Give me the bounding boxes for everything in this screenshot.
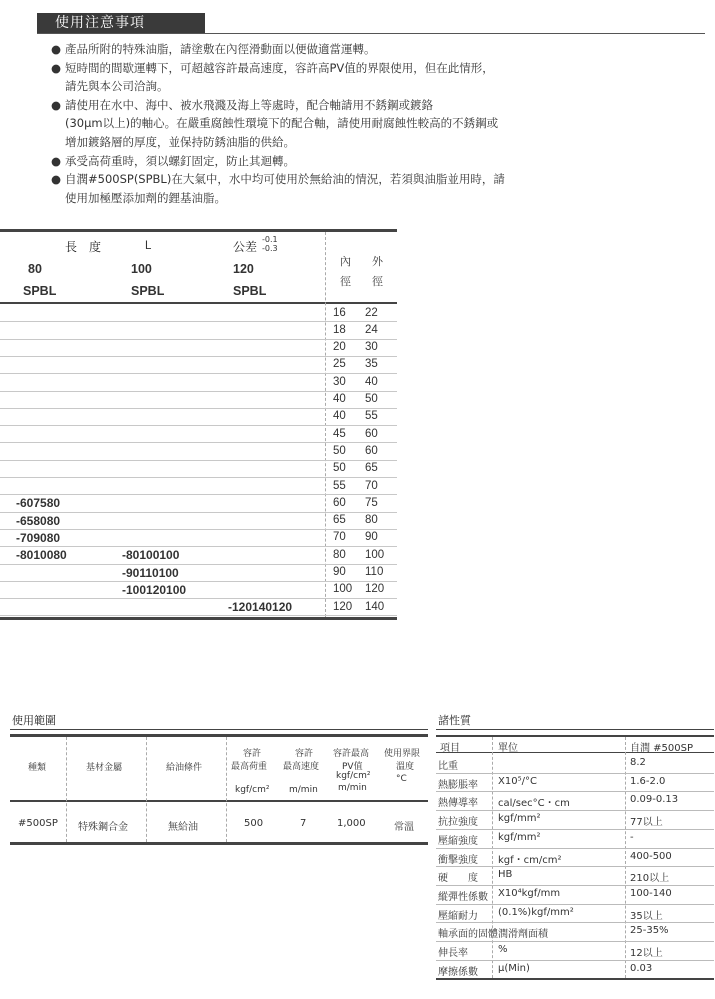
dim-row-rule [0, 581, 397, 582]
usage-h-speed-unit: m/min [289, 785, 318, 795]
outer-diameter: 35 [365, 358, 378, 371]
dim-top-rule [0, 229, 397, 232]
outer-diameter: 24 [365, 323, 378, 336]
props-h-item: 項目 [440, 743, 460, 754]
prop-unit: % [498, 944, 508, 955]
dim-row-rule [0, 512, 397, 513]
usage-h-oil: 給油條件 [166, 763, 203, 773]
bullet-icon: ● [51, 60, 62, 75]
length-symbol: L [145, 240, 152, 252]
outer-diameter: 40 [365, 375, 378, 388]
usage-h-temp-2: 溫度 [396, 762, 415, 772]
bullet-icon: ● [51, 97, 62, 112]
usage-h-pv-2: PV值 [342, 762, 363, 772]
usage-h-load-1: 容許 [243, 749, 262, 759]
usage-h-base: 基材金屬 [86, 763, 123, 773]
prop-value: - [630, 831, 634, 843]
dim-row-rule [0, 615, 397, 616]
tolerance-upper: -0.1 [262, 235, 278, 244]
outer-diameter: 75 [365, 496, 378, 509]
prop-item: 抗拉強度 [438, 817, 478, 829]
notice-line: (30μm以上)的軸心。在嚴重腐蝕性環境下的配合軸，請使用耐腐蝕性較高的不銹鋼或 [65, 116, 499, 131]
props-row-rule [436, 960, 714, 961]
usage-speed: 7 [300, 818, 307, 829]
part-100: -90110100 [122, 565, 179, 580]
usage-bottom-rule [10, 842, 428, 845]
usage-base: 特殊鋼合金 [78, 822, 128, 833]
usage-h-load-2: 最高荷重 [231, 762, 268, 772]
inner-diameter: 40 [333, 393, 346, 405]
props-row-rule [436, 922, 714, 923]
usage-h-kind: 種類 [28, 763, 47, 773]
notice-item [50, 170, 690, 207]
props-row-rule [436, 941, 714, 942]
inner-diameter: 45 [333, 427, 346, 440]
props-row-rule [436, 791, 714, 792]
props-row-rule [436, 810, 714, 811]
inner-diameter: 50 [333, 462, 346, 475]
outer-diameter: 110 [365, 566, 384, 578]
props-row-rule [436, 829, 714, 830]
dim-row-rule [0, 391, 397, 392]
outer-diameter: 60 [365, 444, 378, 457]
series-100: SPBL [131, 284, 165, 298]
notice-line: 請使用在水中、海中、被水飛濺及海上等處時，配合軸請用不銹鋼或鍍鉻 [65, 97, 433, 112]
prop-value: 0.09-0.13 [630, 794, 679, 806]
part-100: -100120100 [122, 582, 187, 597]
prop-item: 衝擊強度 [438, 854, 478, 866]
usage-temp: 常溫 [394, 822, 414, 833]
usage-title-rule [10, 729, 428, 730]
part-80: -658080 [16, 513, 61, 528]
prop-item: 縱彈性係數 [438, 891, 488, 903]
tolerance-label: 公差 [233, 240, 258, 254]
usage-top-rule [10, 734, 428, 737]
inner-diameter: 60 [333, 496, 346, 509]
outer-diameter-label: 外 徑 [372, 255, 383, 288]
outer-diameter: 120 [365, 583, 385, 596]
notice-title: 使用注意事項 [37, 13, 205, 34]
prop-item: 硬 度 [438, 873, 478, 885]
dim-row-rule [0, 442, 397, 443]
notice-line: 增加鍍鉻層的厚度，並保持防銹油脂的供給。 [65, 134, 295, 149]
prop-unit: cal/sec°C・cm [498, 798, 570, 810]
inner-diameter: 80 [333, 548, 346, 561]
inner-diameter: 90 [333, 566, 346, 578]
part-120: -120140120 [228, 600, 293, 615]
props-top-rule [436, 735, 714, 737]
inner-diameter: 40 [333, 410, 346, 423]
tolerance-lower: -0.3 [262, 244, 278, 253]
props-row-rule [436, 866, 714, 867]
usage-h-load-unit: kgf/cm² [235, 785, 270, 795]
usage-pv: 1,000 [337, 818, 366, 829]
usage-title: 使用範圍 [12, 714, 56, 727]
length-80: 80 [28, 262, 42, 276]
bullet-icon: ● [51, 172, 62, 187]
usage-col-divider [226, 737, 227, 842]
notice-item [50, 59, 690, 96]
prop-value: 100-140 [630, 887, 672, 899]
prop-item: 熱傳導率 [438, 798, 478, 810]
usage-h-pv-1: 容許最高 [333, 749, 370, 759]
series-80: SPBL [23, 284, 57, 298]
length-100: 100 [131, 262, 152, 276]
props-bottom-rule [436, 978, 714, 980]
usage-h-temp-1: 使用界限 [384, 749, 421, 759]
bullet-icon: ● [51, 153, 62, 168]
props-h-unit: 單位 [498, 743, 518, 754]
inner-diameter: 100 [333, 583, 353, 596]
dim-row-rule [0, 339, 397, 340]
prop-unit: (0.1%)kgf/mm² [498, 906, 574, 918]
usage-h-temp-unit: °C [396, 774, 407, 784]
prop-value: 400-500 [630, 850, 672, 862]
usage-h-speed-2: 最高速度 [283, 762, 320, 772]
notice-line: 短時間的間歇運轉下，可超越容許最高速度，容許高PV值的界限使用，但在此情形， [65, 60, 494, 75]
part-80: -709080 [16, 530, 61, 545]
usage-h-speed-1: 容許 [295, 749, 314, 759]
prop-value: 0.03 [630, 962, 653, 974]
prop-value: 77以上 [630, 817, 663, 829]
usage-col-divider [66, 737, 67, 842]
dim-row-rule [0, 408, 397, 409]
prop-item: 伸長率 [438, 948, 468, 959]
prop-item: 壓縮耐力 [438, 910, 478, 922]
inner-diameter: 18 [333, 323, 346, 336]
notice-item [50, 40, 690, 59]
prop-unit: X10⁴kgf/mm [498, 887, 561, 899]
outer-diameter: 80 [365, 514, 378, 527]
prop-unit: X10⁵/°C [498, 775, 537, 787]
bullet-icon: ● [51, 42, 62, 56]
prop-value: 12以上 [630, 948, 663, 959]
dim-row-rule [0, 494, 397, 495]
usage-kind: #500SP [18, 818, 58, 829]
usage-header-rule [10, 800, 428, 802]
dim-row-rule [0, 460, 397, 461]
part-100: -80100100 [122, 548, 180, 563]
usage-oil: 無給油 [168, 822, 198, 833]
inner-diameter: 16 [333, 306, 346, 319]
outer-diameter: 70 [365, 479, 378, 492]
dim-row-rule [0, 321, 397, 322]
notice-line: 產品所附的特殊油脂，請塗敷在內徑滑動面以便做適當運轉。 [65, 42, 376, 56]
props-title: 諸性質 [438, 714, 471, 727]
usage-col-divider [146, 737, 147, 842]
outer-diameter: 50 [365, 393, 378, 405]
prop-value: 8.2 [630, 757, 646, 768]
inner-diameter-label: 內 徑 [340, 255, 351, 288]
props-row-rule [436, 773, 714, 774]
props-row-rule [436, 904, 714, 905]
outer-diameter: 22 [365, 306, 378, 319]
series-120: SPBL [233, 284, 267, 298]
outer-diameter: 90 [365, 531, 378, 544]
prop-unit: kgf/mm² [498, 813, 541, 825]
usage-h-pv-unit-1: kgf/cm² [336, 771, 371, 781]
inner-diameter: 50 [333, 444, 346, 457]
dim-row-rule [0, 356, 397, 357]
prop-item: 熱膨脹率 [438, 779, 478, 791]
notice-line: 請先與本公司洽詢。 [65, 79, 169, 94]
prop-item: 軸承面的固體潤滑劑面積 [438, 929, 548, 941]
props-row-rule [436, 848, 714, 849]
length-label: 長 度 [65, 240, 102, 254]
outer-diameter: 65 [365, 462, 378, 475]
inner-diameter: 120 [333, 600, 353, 613]
dim-row-rule [0, 425, 397, 426]
outer-diameter: 140 [365, 600, 385, 613]
dim-row-rule [0, 546, 397, 547]
props-row-rule [436, 885, 714, 886]
part-80: -607580 [16, 496, 61, 511]
dim-row-rule [0, 598, 397, 599]
inner-diameter: 65 [333, 514, 346, 527]
notice-item [50, 152, 690, 171]
notice-item [50, 96, 690, 152]
notice-line: 使用加極壓添加劑的鋰基油脂。 [65, 190, 226, 205]
notice-line: 承受高荷重時，須以螺釘固定，防止其迴轉。 [65, 153, 295, 168]
part-80: -8010080 [16, 548, 67, 563]
outer-diameter: 55 [365, 410, 378, 423]
dim-row-rule [0, 373, 397, 374]
dim-bottom-rule [0, 617, 397, 620]
inner-diameter: 70 [333, 531, 346, 544]
title-rule [37, 33, 705, 34]
prop-unit: μ(Min) [498, 962, 530, 974]
usage-load: 500 [244, 818, 264, 829]
prop-item: 摩擦係數 [438, 966, 478, 978]
inner-diameter: 55 [333, 479, 346, 492]
props-title-rule [436, 729, 714, 730]
usage-h-pv-unit-2: m/min [338, 783, 367, 793]
dim-row-rule [0, 564, 397, 565]
prop-value: 25-35% [630, 925, 669, 937]
prop-value: 35以上 [630, 910, 663, 922]
outer-diameter: 30 [365, 341, 378, 354]
inner-diameter: 30 [333, 375, 346, 388]
dim-row-rule [0, 477, 397, 478]
prop-unit: HB [498, 869, 513, 881]
prop-item: 壓縮強度 [438, 835, 478, 847]
prop-value: 1.6-2.0 [630, 775, 666, 787]
props-h-val: 自潤 #500SP [630, 743, 694, 754]
dim-header-rule [0, 302, 397, 304]
outer-diameter: 60 [365, 427, 378, 440]
dim-row-rule [0, 529, 397, 530]
inner-diameter: 20 [333, 341, 346, 354]
inner-diameter: 25 [333, 358, 346, 371]
outer-diameter: 100 [365, 548, 385, 561]
length-120: 120 [233, 262, 254, 276]
prop-unit: kgf/mm² [498, 831, 541, 843]
notice-list [50, 40, 690, 207]
notice-line: 自潤#500SP(SPBL)在大氣中，水中均可使用於無給油的情況，若須與油脂並用時，請 [65, 172, 505, 187]
prop-item: 比重 [438, 761, 458, 772]
prop-unit: kgf・cm/cm² [498, 854, 562, 866]
prop-value: 210以上 [630, 873, 670, 885]
